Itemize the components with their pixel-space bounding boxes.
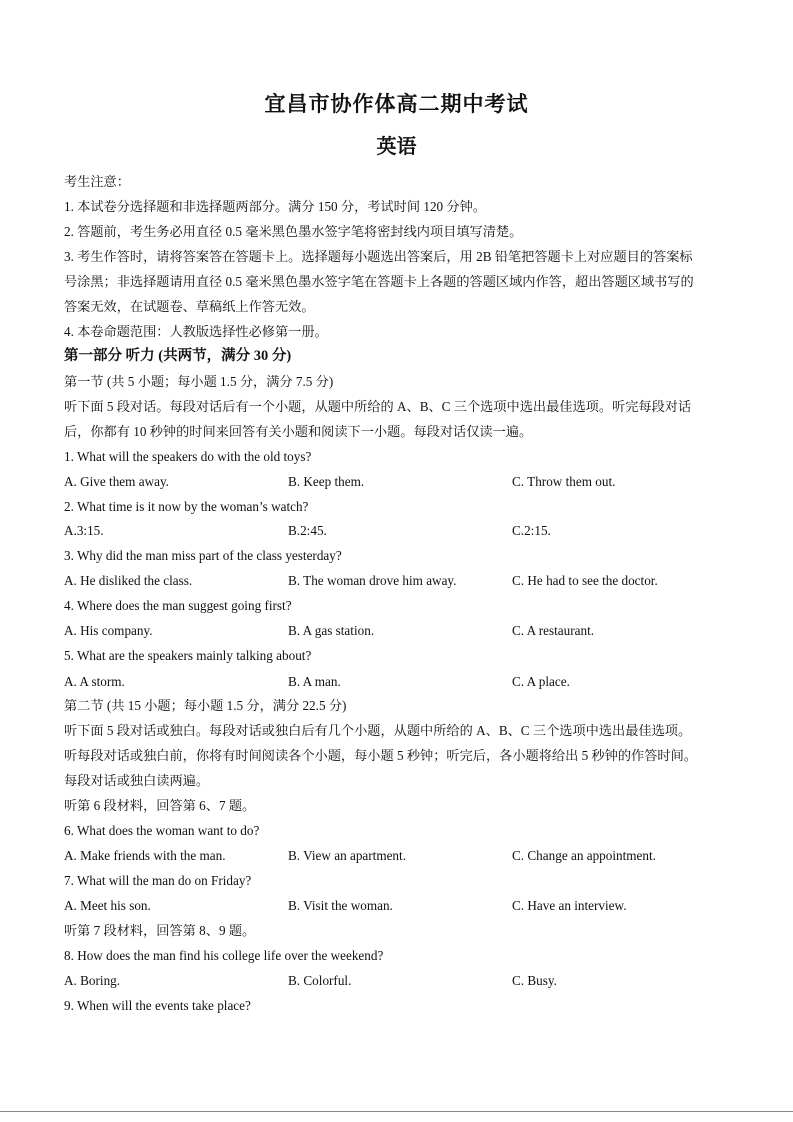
- question-8: 8. How does the man find his college life over the weekend?: [64, 948, 384, 963]
- section2-instruction-line-1: 听下面 5 段对话或独白。每段对话或独白后有几个小题，从题中所给的 A、B、C 三个选项中选出最佳选项。: [64, 723, 692, 738]
- question-8-option-c: C. Busy.: [512, 973, 557, 988]
- question-6: 6. What does the woman want to do?: [64, 823, 260, 838]
- question-6-option-a: A. Make friends with the man.: [64, 848, 226, 863]
- question-9: 9. When will the events take place?: [64, 998, 251, 1013]
- notice-item-3-line-3: 答案无效，在试题卷、草稿纸上作答无效。: [64, 299, 315, 314]
- section1-heading: 第一节 (共 5 小题；每小题 1.5 分，满分 7.5 分): [64, 374, 334, 389]
- question-1: 1. What will the speakers do with the old toys?: [64, 449, 312, 464]
- question-1-option-b: B. Keep them.: [288, 474, 365, 489]
- question-8-option-a: A. Boring.: [64, 973, 121, 988]
- section2-heading: 第二节 (共 15 小题；每小题 1.5 分，满分 22.5 分): [64, 698, 347, 713]
- question-5: 5. What are the speakers mainly talking about?: [64, 648, 312, 663]
- question-5-option-b: B. A man.: [288, 674, 341, 689]
- page-bottom-divider: [0, 1111, 793, 1112]
- section1-instruction-line-1: 听下面 5 段对话。每段对话后有一个小题，从题中所给的 A、B、C 三个选项中选出最佳选项。听完每段对话: [64, 399, 692, 414]
- question-5-option-c: C. A place.: [512, 674, 570, 689]
- notice-item-2: 2. 答题前，考生务必用直径 0.5 毫米黑色墨水签字笔将密封线内项目填写清楚。: [64, 224, 523, 239]
- part1-heading: 第一部分 听力 (共两节，满分 30 分): [64, 348, 292, 364]
- question-7-option-c: C. Have an interview.: [512, 898, 627, 913]
- notice-item-3-line-1: 3. 考生作答时，请将答案答在答题卡上。选择题每小题选出答案后，用 2B 铅笔把答题卡上对应题目的答案标: [64, 249, 693, 264]
- question-2-option-a: A.3:15.: [64, 523, 104, 538]
- question-3-option-c: C. He had to see the doctor.: [512, 573, 658, 588]
- question-1-option-c: C. Throw them out.: [512, 474, 616, 489]
- notice-item-1: 1. 本试卷分选择题和非选择题两部分。满分 150 分，考试时间 120 分钟。: [64, 199, 486, 214]
- question-4-option-c: C. A restaurant.: [512, 623, 595, 638]
- question-4: 4. Where does the man suggest going first?: [64, 598, 292, 613]
- subject-title: 英语: [376, 136, 417, 158]
- question-7-option-a: A. Meet his son.: [64, 898, 151, 913]
- question-4-option-b: B. A gas station.: [288, 623, 375, 638]
- section2-instruction-line-3: 每段对话或独白读两遍。: [64, 773, 210, 788]
- question-3-option-b: B. The woman drove him away.: [288, 573, 457, 588]
- notice-heading: 考生注意：: [64, 174, 130, 189]
- question-3-option-a: A. He disliked the class.: [64, 573, 193, 588]
- question-2: 2. What time is it now by the woman’s watch?: [64, 499, 309, 514]
- question-7: 7. What will the man do on Friday?: [64, 873, 252, 888]
- question-6-option-b: B. View an apartment.: [288, 848, 406, 863]
- question-2-option-b: B.2:45.: [288, 523, 327, 538]
- question-7-option-b: B. Visit the woman.: [288, 898, 393, 913]
- question-1-option-a: A. Give them away.: [64, 474, 169, 489]
- question-2-option-c: C.2:15.: [512, 523, 551, 538]
- notice-item-4: 4. 本卷命题范围：人教版选择性必修第一册。: [64, 324, 328, 339]
- material-6-instruction: 听第 6 段材料，回答第 6、7 题。: [64, 798, 256, 813]
- question-3: 3. Why did the man miss part of the class yesterday?: [64, 548, 342, 563]
- question-4-option-a: A. His company.: [64, 623, 153, 638]
- section1-instruction-line-2: 后，你都有 10 秒钟的时间来回答有关小题和阅读下一小题。每段对话仅读一遍。: [64, 424, 533, 439]
- question-5-option-a: A. A storm.: [64, 674, 125, 689]
- material-7-instruction: 听第 7 段材料，回答第 8、9 题。: [64, 923, 256, 938]
- question-8-option-b: B. Colorful.: [288, 973, 352, 988]
- exam-title: 宜昌市协作体高二期中考试: [264, 92, 529, 116]
- question-6-option-c: C. Change an appointment.: [512, 848, 656, 863]
- notice-item-3-line-2: 号涂黑；非选择题请用直径 0.5 毫米黑色墨水签字笔在答题卡上各题的答题区域内作答，超出答题区域书写的: [64, 274, 694, 289]
- section2-instruction-line-2: 听每段对话或独白前，你将有时间阅读各个小题，每小题 5 秒钟；听完后，各小题将给出 5 秒钟的作答时间。: [64, 748, 697, 763]
